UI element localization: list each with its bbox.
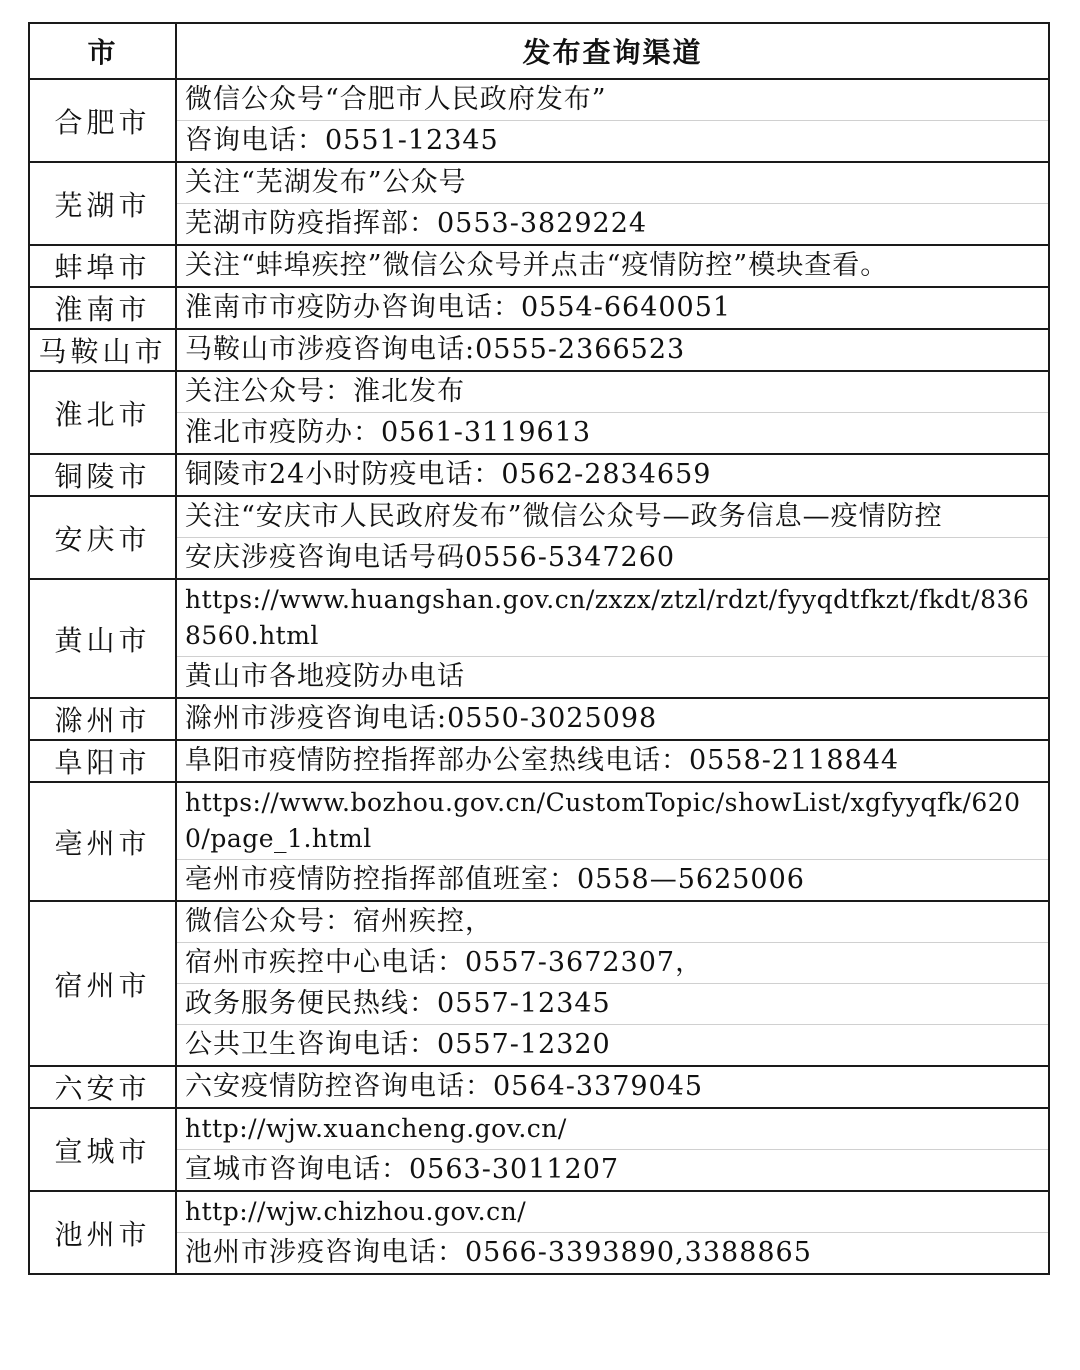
city-cell: 宣城市 [29, 1108, 176, 1191]
channel-line: 微信公众号“合肥市人民政府发布” [185, 84, 607, 115]
table-row [29, 782, 1049, 901]
city-cell: 马鞍山市 [29, 329, 176, 371]
channel-line: 亳州市疫情防控指挥部值班室：0558—5625006 [177, 859, 1048, 900]
channels-cell [176, 79, 1049, 162]
channels-cell [176, 1066, 1049, 1108]
table-row [29, 79, 1049, 162]
table-row [29, 740, 1049, 782]
channel-line: 六安疫情防控咨询电话：0564-3379045 [185, 1071, 704, 1102]
table-row [29, 1108, 1049, 1191]
channels-cell [176, 454, 1049, 496]
table-row [29, 579, 1049, 698]
city-cell: 芜湖市 [29, 162, 176, 245]
channel-line: 黄山市各地疫防办电话 [177, 656, 1048, 697]
city-cell: 铜陵市 [29, 454, 176, 496]
channel-line: http://wjw.chizhou.gov.cn/ [185, 1197, 527, 1226]
channel-line: 池州市涉疫咨询电话：0566-3393890,3388865 [177, 1232, 1048, 1273]
channel-line: 阜阳市疫情防控指挥部办公室热线电话：0558-2118844 [185, 745, 900, 776]
channel-line: 宣城市咨询电话：0563-3011207 [177, 1149, 1048, 1190]
city-cell: 亳州市 [29, 782, 176, 901]
table-row [29, 287, 1049, 329]
channel-line: 公共卫生咨询电话：0557-12320 [177, 1024, 1048, 1065]
city-cell: 淮南市 [29, 287, 176, 329]
channel-line: 政务服务便民热线：0557-12345 [177, 983, 1048, 1024]
channels-cell [176, 1108, 1049, 1191]
channel-line: 淮北市疫防办：0561-3119613 [177, 412, 1048, 453]
channel-line: 安庆涉疫咨询电话号码0556-5347260 [177, 537, 1048, 578]
channels-table [28, 22, 1050, 1275]
channels-cell [176, 329, 1049, 371]
city-cell: 六安市 [29, 1066, 176, 1108]
city-cell: 安庆市 [29, 496, 176, 579]
channels-cell [176, 287, 1049, 329]
channel-line: 关注“安庆市人民政府发布”微信公众号—政务信息—疫情防控 [185, 501, 943, 532]
channels-cell [176, 245, 1049, 287]
table-row [29, 162, 1049, 245]
channel-line: 关注“蚌埠疾控”微信公众号并点击“疫情防控”模块查看。 [185, 250, 889, 281]
channels-cell [176, 740, 1049, 782]
channels-cell [176, 579, 1049, 698]
city-cell: 蚌埠市 [29, 245, 176, 287]
channel-line: 马鞍山市涉疫咨询电话:0555-2366523 [185, 334, 686, 365]
table-row [29, 496, 1049, 579]
channel-line: 淮南市市疫防办咨询电话：0554-6640051 [185, 292, 732, 323]
channel-line: 微信公众号：宿州疾控， [185, 906, 493, 937]
channels-cell [176, 901, 1049, 1066]
table-body [29, 79, 1049, 1274]
city-cell: 宿州市 [29, 901, 176, 1066]
channels-cell [176, 782, 1049, 901]
channel-line: 咨询电话：0551-12345 [177, 120, 1048, 161]
channel-line: 关注公众号：淮北发布 [185, 376, 465, 407]
channels-table-container [28, 22, 1050, 1275]
channels-cell [176, 162, 1049, 245]
city-cell: 合肥市 [29, 79, 176, 162]
channel-line: 铜陵市24小时防疫电话：0562-2834659 [185, 459, 712, 490]
city-cell: 黄山市 [29, 579, 176, 698]
city-cell: 滁州市 [29, 698, 176, 740]
channels-cell [176, 1191, 1049, 1274]
channel-line: 滁州市涉疫咨询电话:0550-3025098 [185, 703, 658, 734]
table-row [29, 1191, 1049, 1274]
table-row [29, 454, 1049, 496]
channel-line: https://www.huangshan.gov.cn/zxzx/ztzl/rdzt/fyyqdtfkzt/fkdt/8368560.html [185, 585, 1030, 650]
table-row [29, 1066, 1049, 1108]
channel-line: 芜湖市防疫指挥部：0553-3829224 [177, 203, 1048, 244]
table-row [29, 245, 1049, 287]
table-row [29, 371, 1049, 454]
table-row [29, 901, 1049, 1066]
channel-line: 关注“芜湖发布”公众号 [185, 167, 467, 198]
city-cell: 阜阳市 [29, 740, 176, 782]
channel-line: 宿州市疾控中心电话：0557-3672307， [177, 942, 1048, 983]
city-cell: 淮北市 [29, 371, 176, 454]
city-cell: 池州市 [29, 1191, 176, 1274]
table-row [29, 329, 1049, 371]
table-row [29, 698, 1049, 740]
channel-line: https://www.bozhou.gov.cn/CustomTopic/showList/xgfyyqfk/6200/page_1.html [185, 788, 1021, 853]
channel-line: http://wjw.xuancheng.gov.cn/ [185, 1114, 567, 1143]
channels-cell [176, 698, 1049, 740]
channels-cell [176, 496, 1049, 579]
table-header-row [29, 23, 1049, 79]
header-channels: 发布查询渠道 [176, 23, 1049, 79]
header-city: 市 [29, 23, 176, 79]
channels-cell [176, 371, 1049, 454]
